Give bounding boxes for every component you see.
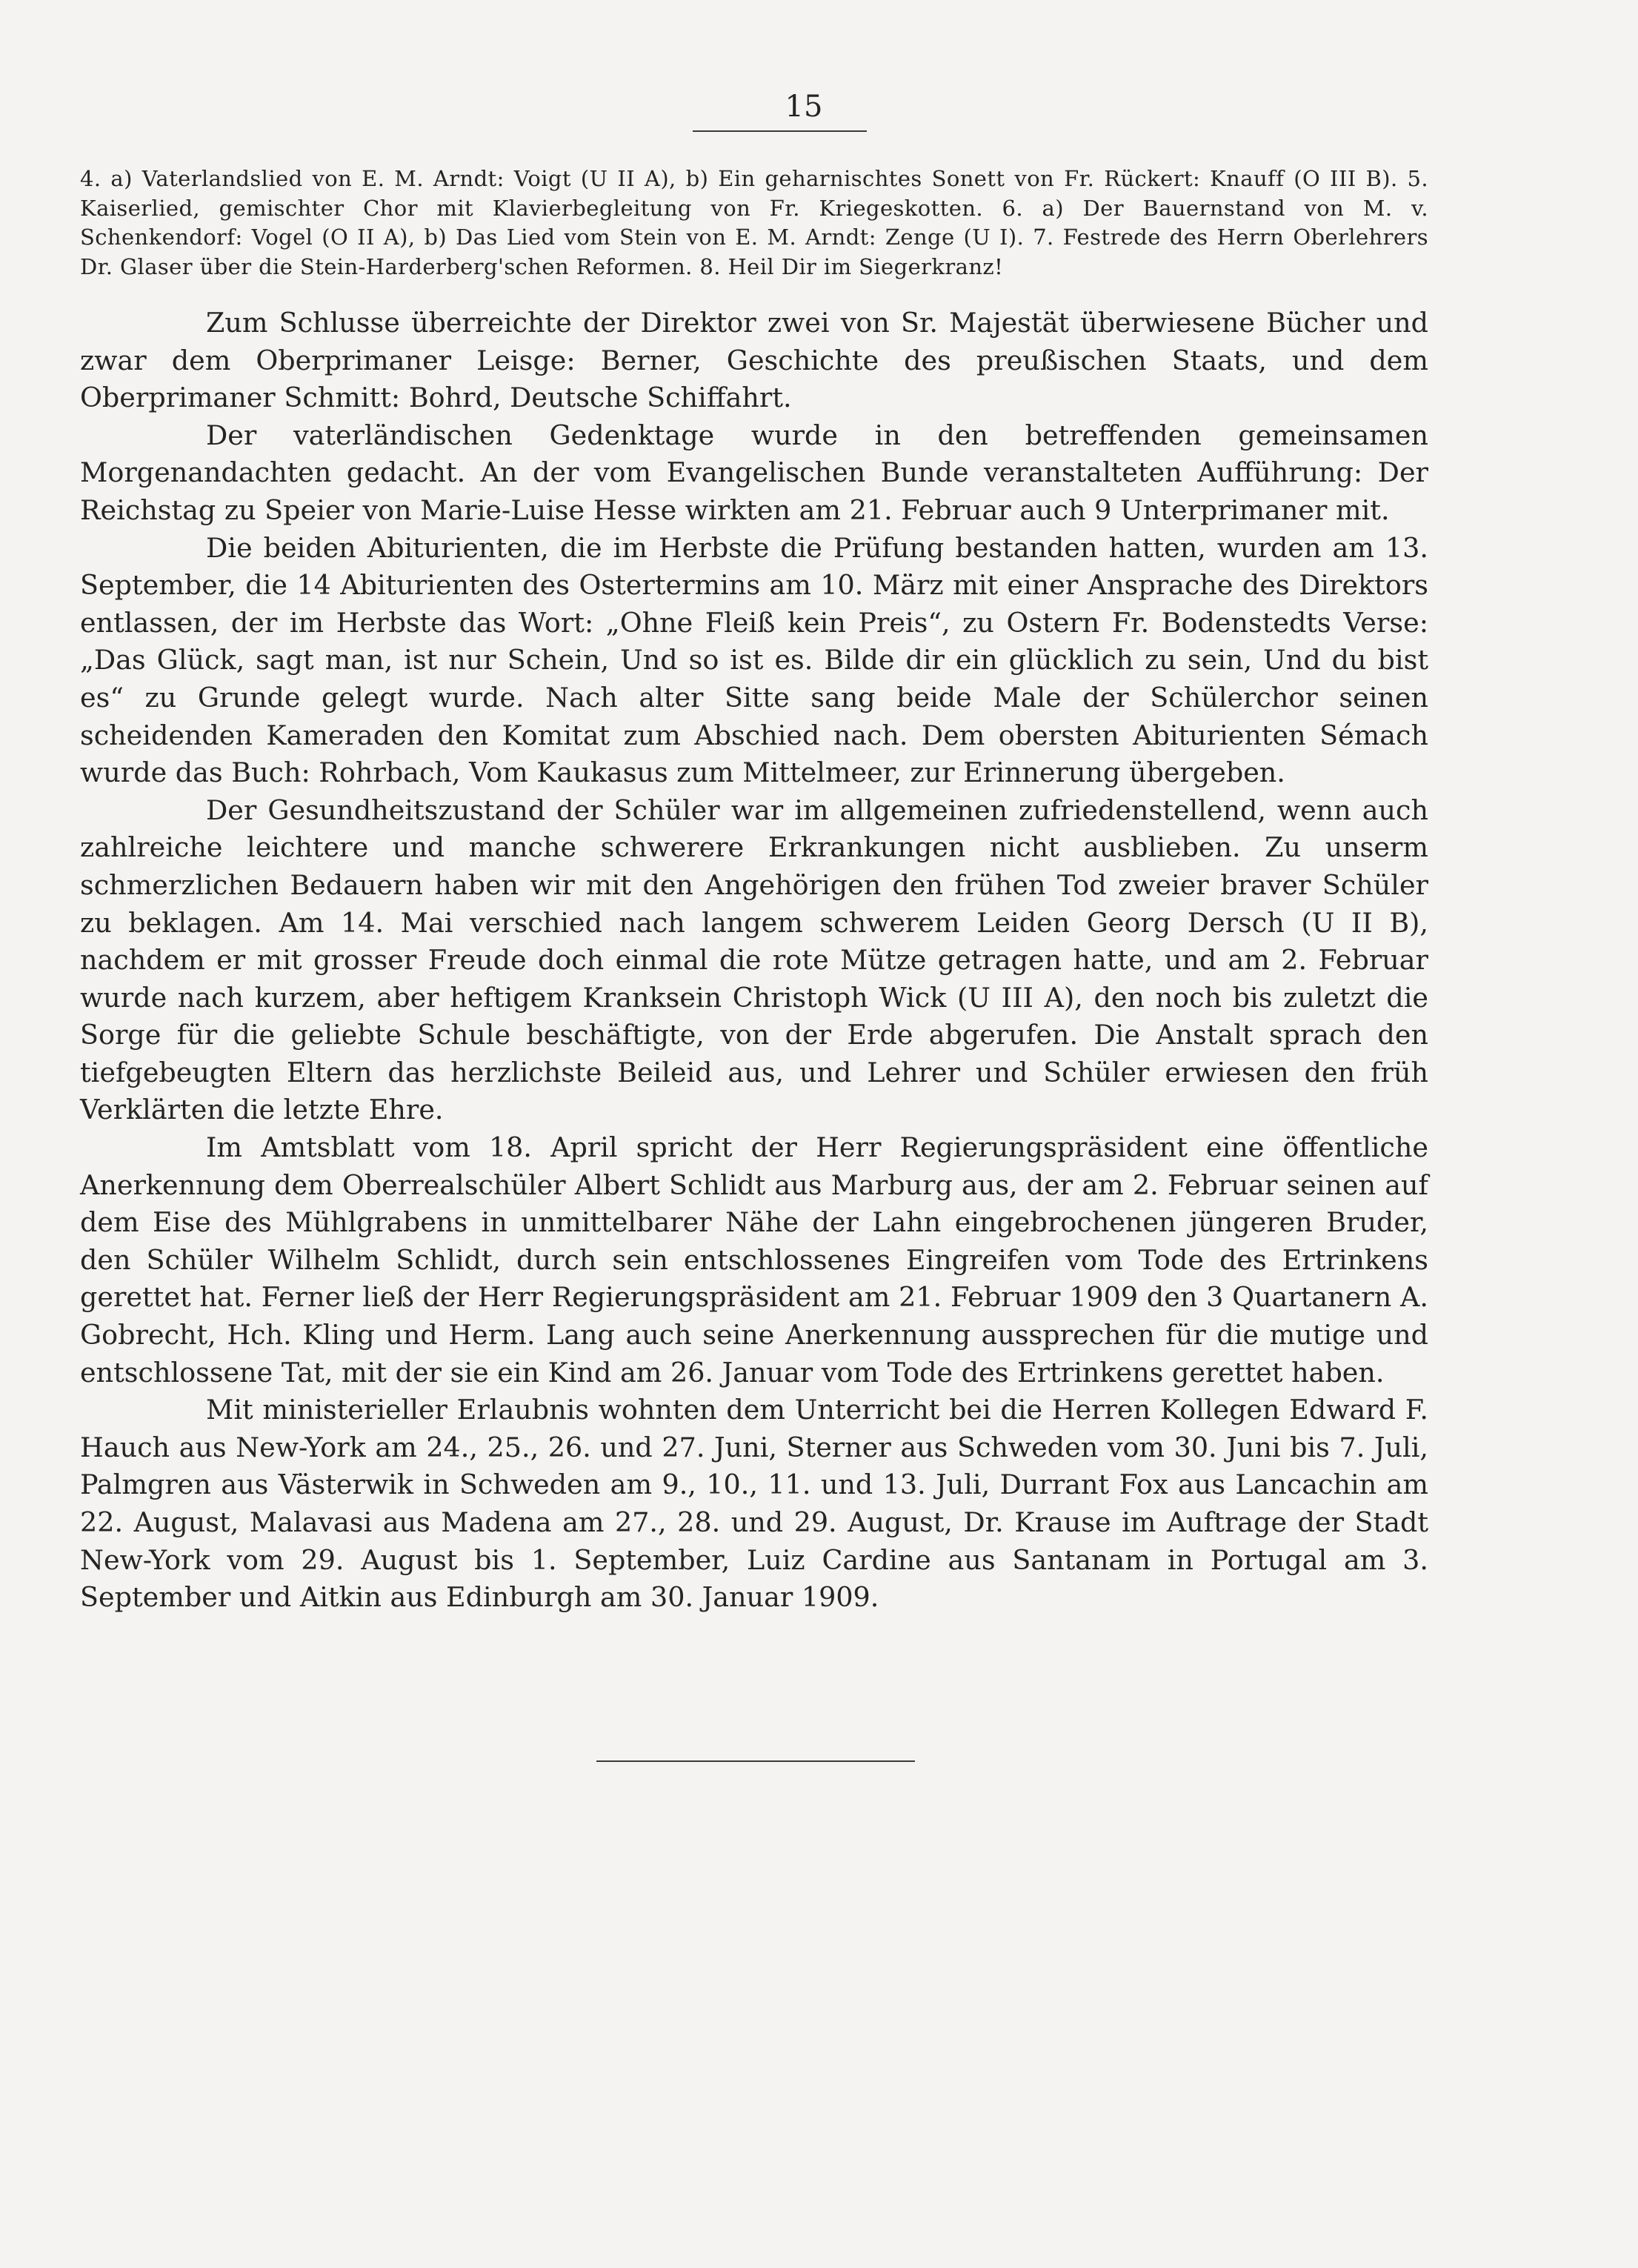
paragraph-awards: Zum Schlusse überreichte der Direktor zwei von Sr. Majestät überwiesene Bücher und zwar dem Oberprimaner Leisge: Berner, Geschichte des preußischen Staats, und dem Oberprimaner Schmitt: Bohrd, Deutsche Schiffahrt. <box>80 307 1428 414</box>
paragraph-visitors: Mit ministerieller Erlaubnis wohnten dem Unterricht bei die Herren Kollegen Edward F. Hauch aus New-York am 24., 25., 26. und 27. Juni, Sterner aus Schweden vom 30. Juni bis 7. Juli, Palmgren aus Västerwik in Schweden am 9., 10., 11. und 13. Juli, Durrant Fox aus Lancachin am 22. August, Malavasi aus Madena am 27., 28. und 29. August, Dr. Krause im Auftrage der Stadt New-York vom 29. August bis 1. September, Luiz Cardine aus Santanam in Portugal am 3. September und Aitkin aus Edinburgh am 30. Januar 1909. <box>80 1394 1428 1614</box>
paragraph-rescue: Im Amtsblatt vom 18. April spricht der Herr Regierungspräsident eine öffentliche Anerkennung dem Oberrealschüler Albert Schlidt aus Marburg aus, der am 2. Februar seinen auf dem Eise des Mühlgrabens in unmittelbarer Nähe der Lahn eingebrochenen jüngeren Bruder, den Schüler Wilhelm Schlidt, durch sein entschlossenes Eingreifen vom Tode des Ertrinkens gerettet hat. Ferner ließ der Herr Regierungspräsident am 21. Februar 1909 den 3 Quartanern A. Gobrecht, Hch. Kling und Herm. Lang auch seine Anerkennung aussprechen für die mutige und entschlossene Tat, mit der sie ein Kind am 26. Januar vom Tode des Ertrinkens gerettet haben. <box>80 1131 1428 1389</box>
paragraph-graduates: Die beiden Abiturienten, die im Herbste die Prüfung bestanden hatten, wurden am 13. September, die 14 Abiturienten des Ostertermins am 10. März mit einer Ansprache des Direktors entlassen, der im Herbste das Wort: „Ohne Fleiß kein Preis“, zu Ostern Fr. Bodenstedts Verse: „Das Glück, sagt man, ist nur Schein, Und so ist es. Bilde dir ein glücklich zu sein, Und du bist es“ zu Grunde gelegt wurde. Nach alter Sitte sang beide Male der Schülerchor seinen scheidenden Kameraden den Komitat zum Abschied nach. Dem obersten Abiturienten Sémach wurde das Buch: Rohrbach, Vom Kaukasus zum Mittelmeer, zur Erinnerung übergeben. <box>80 531 1428 789</box>
paragraph-health: Der Gesundheitszustand der Schüler war im allgemeinen zufriedenstellend, wenn auch zahlreiche leichtere und manche schwerere Erkrankungen nicht ausblieben. Zu unserm schmerzlichen Bedauern haben wir mit den Angehörigen den frühen Tod zweier braver Schüler zu beklagen. Am 14. Mai verschied nach langem schwerem Leiden Georg Dersch (U II B), nachdem er mit grosser Freude doch einmal die rote Mütze getragen hatte, und am 2. Februar wurde nach kurzem, aber heftigem Kranksein Christoph Wick (U III A), den noch bis zuletzt die Sorge für die geliebte Schule beschäftigte, von der Erde abgerufen. Die Anstalt sprach den tiefgebeugten Eltern das herzlichste Beileid aus, und Lehrer und Schüler erwiesen den früh Verklärten die letzte Ehre. <box>80 794 1428 1126</box>
program-list: 4. a) Vaterlandslied von E. M. Arndt: Voigt (U II A), b) Ein geharnischtes Sonett von Fr. Rückert: Knauff (O III B). 5. Kaiserlied, gemischter Chor mit Klavierbegleitung von Fr. Kriegeskotten. 6. a) Der Bauernstand von M. v. Schenkendorf: Vogel (O II A), b) Das Lied vom Stein von E. M. Arndt: Zenge (U I). 7. Festrede des Herrn Oberlehrers Dr. Glaser über die Stein-Harderberg'schen Reformen. 8. Heil Dir im Siegerkranz! <box>80 166 1428 279</box>
page-number: 15 <box>785 90 823 124</box>
paragraph-memorial-days: Der vaterländischen Gedenktage wurde in den betreffenden gemeinsamen Morgenandachten gedacht. An der vom Evangelischen Bunde veranstalteten Aufführung: Der Reichstag zu Speier von Marie-Luise Hesse wirkten am 21. Februar auch 9 Unterprimaner mit. <box>80 419 1428 526</box>
main-text <box>80 305 1428 1617</box>
page-number-rule <box>693 130 867 132</box>
end-rule <box>596 1760 915 1762</box>
